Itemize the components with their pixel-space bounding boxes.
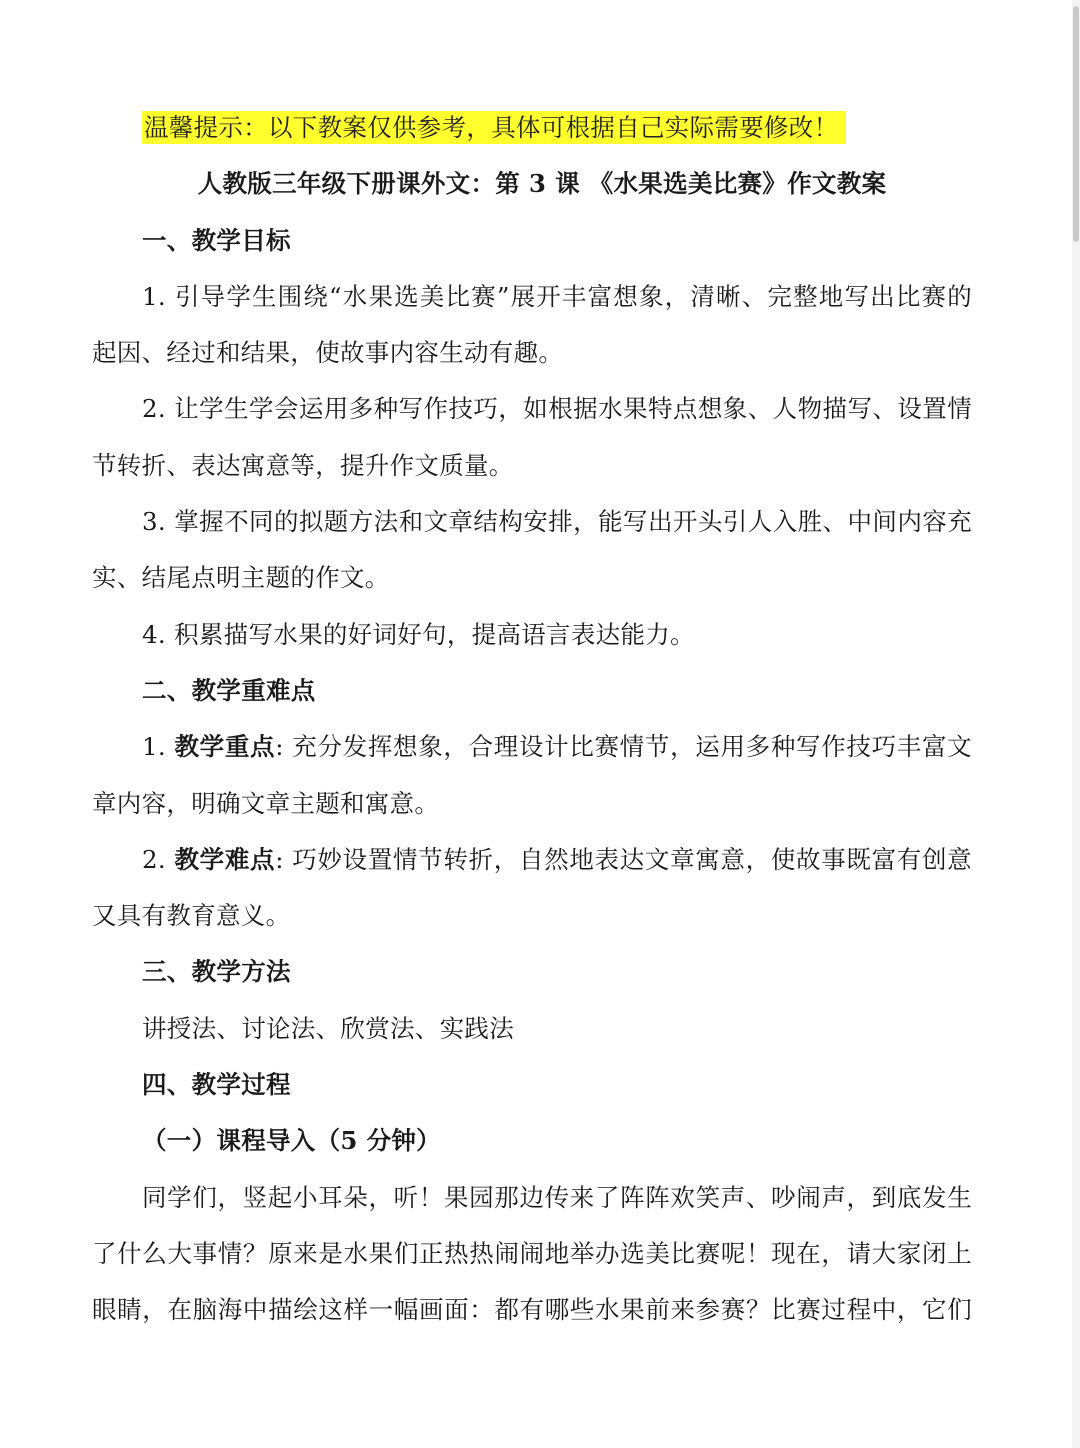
methods-content: 讲授法、讨论法、欣赏法、实践法 <box>142 1013 514 1043</box>
section-heading-methods: 三、教学方法 <box>142 957 291 987</box>
objective-4: 4. 积累描写水果的好词好句，提高语言表达能力。 <box>142 619 695 649</box>
key-point-2-label: 教学难点 <box>174 844 276 874</box>
intro-paragraph-line-1: 同学们，竖起小耳朵，听！果园那边传来了阵阵欢笑声、吵闹声，到底发生 <box>142 1182 972 1212</box>
objective-1-line-1: 1. 引导学生围绕“水果选美比赛”展开丰富想象，清晰、完整地写出比赛的 <box>142 281 972 311</box>
document-page <box>92 100 972 1339</box>
key-point-1-line-2: 章内容，明确文章主题和寓意。 <box>92 788 440 818</box>
intro-paragraph-line-3: 眼睛，在脑海中描绘这样一幅画面：都有哪些水果前来参赛？比赛过程中，它们 <box>92 1295 972 1325</box>
key-point-2-number: 2. <box>142 844 175 874</box>
section-heading-process: 四、教学过程 <box>142 1070 291 1100</box>
objective-3-line-2: 实、结尾点明主题的作文。 <box>92 563 390 593</box>
section-heading-key-points: 二、教学重难点 <box>142 675 316 705</box>
key-point-2-line-2: 又具有教育意义。 <box>92 901 291 931</box>
scrollbar-track[interactable] <box>1072 0 1080 1448</box>
key-point-2-text: : 巧妙设置情节转折，自然地表达文章寓意，使故事既富有创意 <box>275 844 972 874</box>
key-point-2-line-1 <box>92 832 972 888</box>
sub-heading-introduction: （一）课程导入（5 分钟） <box>142 1126 441 1156</box>
key-point-1-label: 教学重点 <box>174 732 276 762</box>
key-point-1-line-1 <box>92 719 972 775</box>
document-title: 人教版三年级下册课外文：第 3 课 《水果选美比赛》作文教案 <box>197 169 887 199</box>
notice-highlight: 温馨提示：以下教案仅供参考，具体可根据自己实际需要修改！ <box>142 111 846 144</box>
objective-2-line-2: 节转折、表达寓意等，提升作文质量。 <box>92 450 514 480</box>
objective-2-line-1: 2. 让学生学会运用多种写作技巧，如根据水果特点想象、人物描写、设置情 <box>142 394 972 424</box>
key-point-1-number: 1. <box>142 732 175 762</box>
scrollbar-thumb[interactable] <box>1073 6 1079 242</box>
objective-3-line-1: 3. 掌握不同的拟题方法和文章结构安排，能写出开头引人入胜、中间内容充 <box>142 507 972 537</box>
objective-1-line-2: 起因、经过和结果，使故事内容生动有趣。 <box>92 338 564 368</box>
section-heading-objectives: 一、教学目标 <box>142 225 291 255</box>
key-point-1-text: : 充分发挥想象，合理设计比赛情节，运用多种写作技巧丰富文 <box>275 732 972 762</box>
notice-line <box>92 100 972 156</box>
intro-paragraph-line-2: 了什么大事情？原来是水果们正热热闹闹地举办选美比赛呢！现在，请大家闭上 <box>92 1238 972 1268</box>
